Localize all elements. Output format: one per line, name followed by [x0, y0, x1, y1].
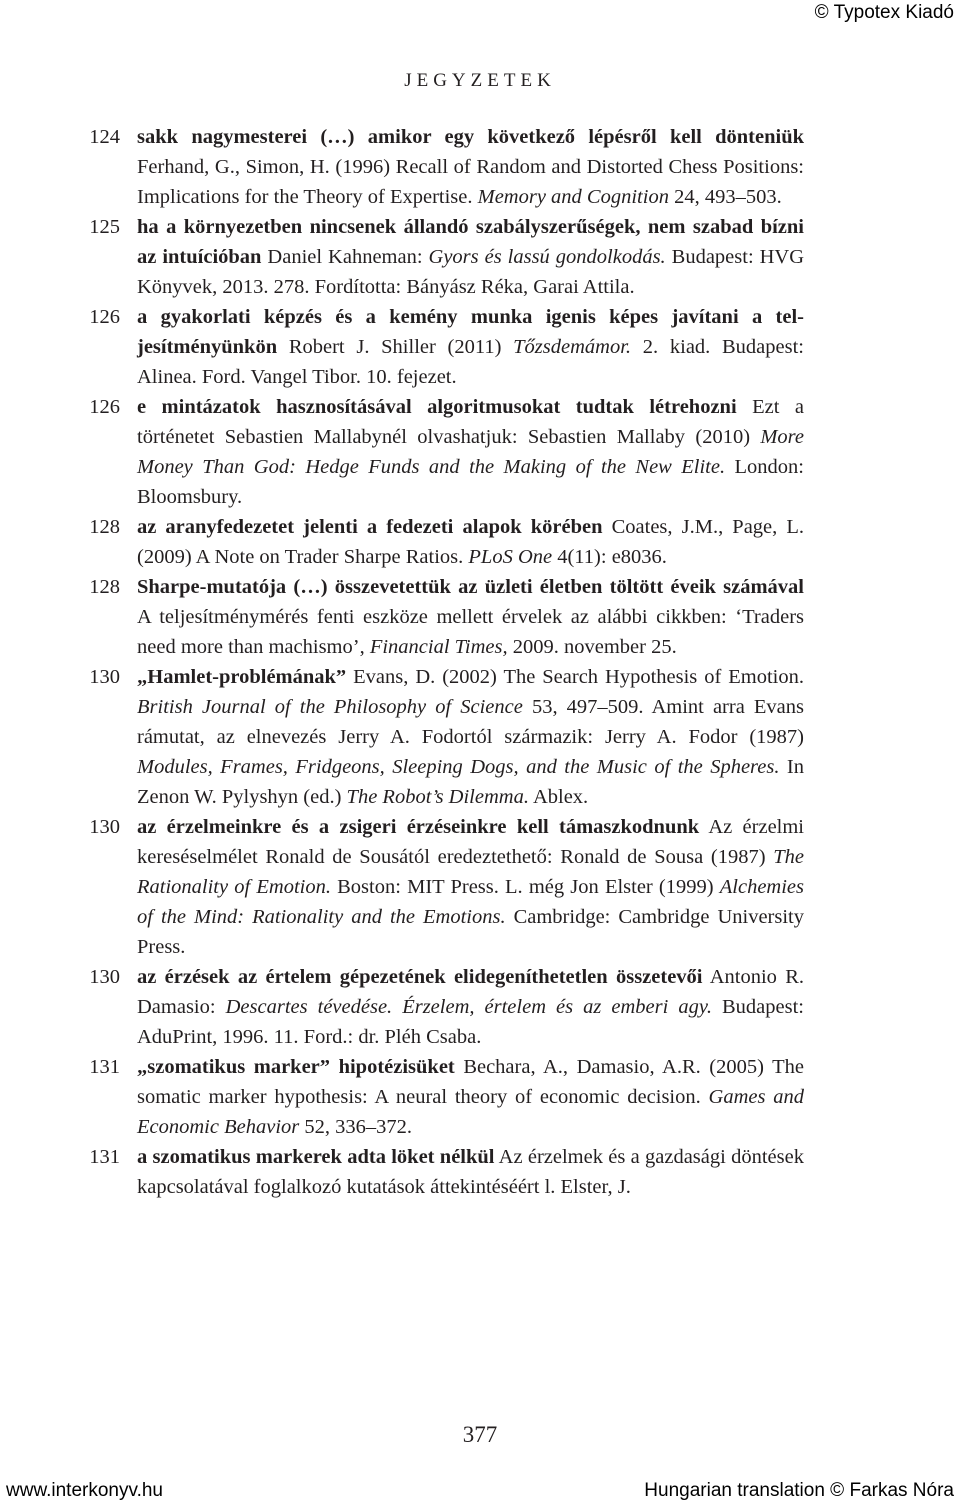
note-text: London: Bloomsbury.	[137, 456, 804, 508]
note-text: Cambridge: Cambridge University Press.	[137, 906, 805, 958]
note-text: Budapest: HVG Könyvek, 2013. 278. Fordította: Bányász Réka, Garai Attila.	[137, 246, 805, 298]
note-entry	[60, 302, 804, 392]
note-number: 131	[89, 1146, 120, 1168]
note-title-italic: Games and Economic Behavior	[137, 1086, 804, 1138]
note-text: In Zenon W. Pylyshyn (ed.)	[137, 756, 805, 808]
note-text: Daniel Kahneman:	[261, 246, 429, 268]
note-title-italic: Modules, Frames, Fridgeons, Sleeping Dogs, and the Music of the Spheres.	[137, 756, 780, 778]
note-title-italic: Alchemies of the Mind: Rationality and the Emotions.	[137, 876, 804, 928]
note-number: 131	[89, 1056, 120, 1078]
note-headword: a szomatikus markerek adta löket nélkül	[137, 1146, 495, 1168]
note-title-italic: Tőzsdemámor.	[513, 336, 632, 358]
note-title-italic: The Robot’s Dilemma.	[346, 786, 529, 808]
note-title-italic: Financial Times,	[369, 636, 508, 658]
note-title-italic: British Journal of the Philosophy of Science	[137, 696, 523, 718]
note-text: Coates, J.M., Page, L. (2009) A Note on Trader Sharpe Ratios.	[137, 516, 804, 568]
note-number: 130	[89, 816, 120, 838]
note-entry	[60, 512, 804, 572]
page-number: 377	[462, 1422, 498, 1447]
note-headword: „Hamlet-problémának”	[137, 666, 347, 688]
note-headword: az érzések az értelem gépezetének elidegeníthetetlen összetevői	[137, 966, 703, 988]
note-text: Az érzelmi kereséselmélet Ronald de Sousától eredeztethető: Ronald de Sousa (1987)	[137, 816, 804, 868]
note-text: Ezt a történetet Sebastien Mallabynél olvashatjuk: Sebastien Mallaby (2010)	[137, 396, 804, 448]
note-headword: e mintázatok hasznosításával algoritmusokat tudtak létrehozni	[137, 396, 737, 418]
note-text: Evans, D. (2002) The Search Hypothesis of Emotion.	[346, 666, 804, 688]
note-entry	[60, 212, 804, 302]
note-text: 24, 493–503.	[668, 186, 782, 208]
note-number: 128	[89, 576, 120, 598]
note-number: 128	[89, 516, 120, 538]
note-headword: sakk nagymesterei (…) amikor egy következő lépésről kell dönteniük	[137, 126, 804, 148]
note-title-italic: More Money Than God: Hedge Funds and the Making of the New Elite.	[137, 426, 804, 478]
note-entry	[60, 1052, 804, 1142]
note-text: 53, 497–509. Amint arra Evans rámutat, az elnevezés Jerry A. Fodortól származik: Jerry A. Fodor (1987)	[137, 696, 804, 748]
note-text: A teljesítménymérés fenti eszköze mellett érvelek az alábbi cikkben: ‘Traders need more than machismo’,	[137, 606, 804, 658]
note-entry	[60, 572, 804, 662]
note-text: Robert J. Shiller (2011)	[277, 336, 514, 358]
note-title-italic: PLoS One	[468, 546, 553, 568]
note-text: 2009. november 25.	[507, 636, 677, 658]
note-entry	[60, 122, 804, 212]
note-text: Budapest: AduPrint, 1996. 11. Ford.: dr. Pléh Csaba.	[137, 996, 804, 1048]
note-headword: „szomatikus marker” hipotézisüket	[137, 1056, 455, 1078]
note-entry	[60, 962, 804, 1052]
note-text: Bechara, A., Damasio, A.R. (2005) The somatic marker hypothesis: A neural theory of economic decision.	[137, 1056, 804, 1108]
note-entry	[60, 662, 804, 812]
note-headword: az érzelmeinkre és a zsigeri érzéseinkre kell támaszkodnunk	[137, 816, 700, 838]
note-text: 2. kiad. Budapest: Alinea. Ford. Vangel Tibor. 10. fejezet.	[137, 336, 804, 388]
note-entry	[60, 1142, 804, 1202]
page-header: JEGYZETEK	[404, 70, 556, 91]
note-text: Ablex.	[528, 786, 589, 808]
note-headword: a gyakorlati képzés és a kemény munka igenis képes javítani a teljesítményünkön	[137, 306, 804, 358]
note-number: 126	[89, 306, 120, 328]
website-url[interactable]: www.interkonyv.hu	[6, 1480, 163, 1501]
note-text: Boston: MIT Press. L. még Jon Elster (1999)	[330, 876, 720, 898]
note-headword: ha a környezetben nincsenek állandó szabályszerűségek, nem szabad bízni az intuícióban	[137, 216, 804, 268]
note-title-italic: Memory and Cognition	[477, 186, 669, 208]
note-headword: Sharpe-mutatója (…) összevetettük az üzleti életben töltött éveik számával	[137, 576, 804, 598]
note-number: 130	[89, 666, 120, 688]
note-entry	[60, 812, 804, 962]
notes-list	[60, 122, 804, 1202]
note-title-italic: Descartes tévedése. Érzelem, értelem és az emberi agy.	[225, 996, 712, 1018]
note-text: Az érzelmek és a gazdasági döntések kapcsolatával foglalkozó kutatások áttekintéséért l. Elster, J.	[137, 1146, 804, 1198]
note-text: 4(11): e8036.	[552, 546, 667, 568]
note-number: 125	[89, 216, 120, 238]
note-number: 130	[89, 966, 120, 988]
note-headword: az aranyfedezetet jelenti a fedezeti alapok körében	[137, 516, 603, 538]
note-title-italic: The Rationality of Emotion.	[137, 846, 804, 898]
note-number: 124	[89, 126, 120, 148]
note-text: Ferhand, G., Simon, H. (1996) Recall of Random and Distorted Chess Positions: Implications for the Theory of Expertise.	[137, 156, 804, 208]
note-number: 126	[89, 396, 120, 418]
publisher-copyright: © Typotex Kiadó	[814, 2, 954, 23]
note-text: 52, 336–372.	[299, 1116, 412, 1138]
note-title-italic: Gyors és lassú gondolkodás.	[428, 246, 666, 268]
note-entry	[60, 392, 804, 512]
translation-copyright: Hungarian translation © Farkas Nóra	[644, 1480, 954, 1501]
note-text: Antonio R. Damasio:	[137, 966, 804, 1018]
